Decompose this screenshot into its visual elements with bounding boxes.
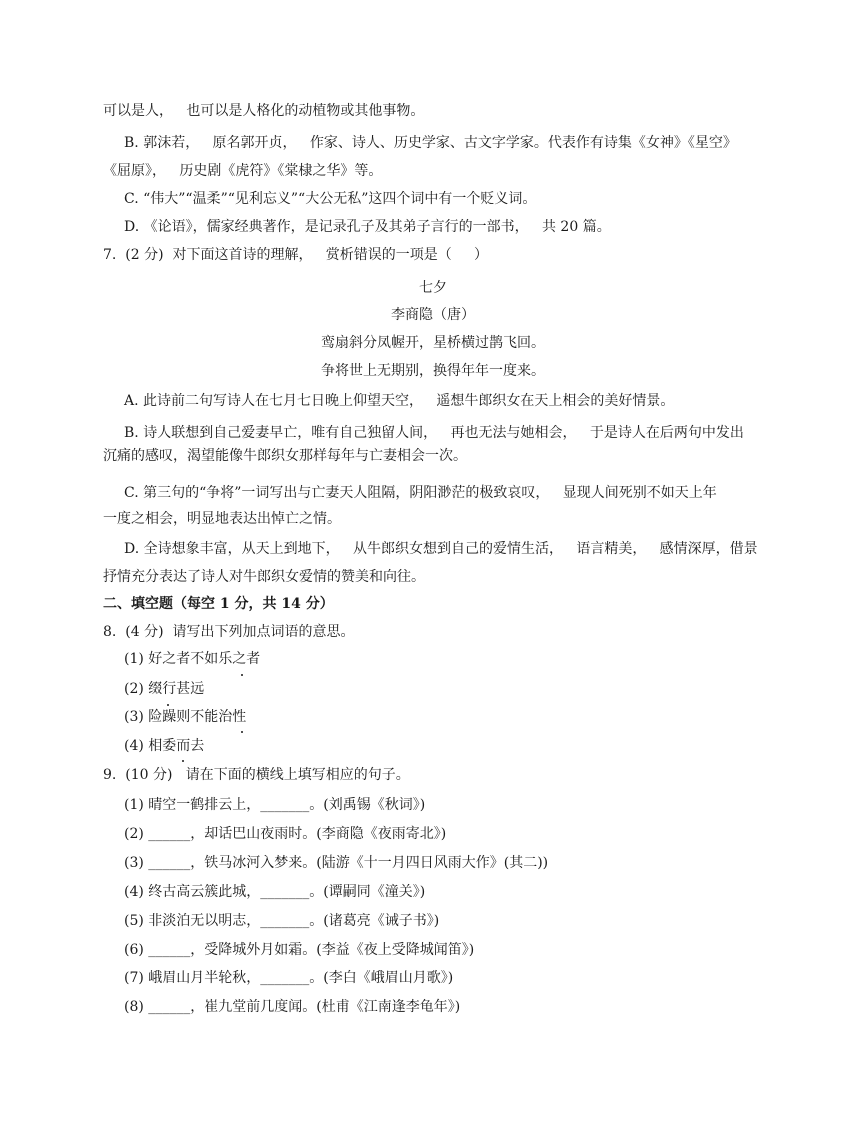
option-c-line: C. “伟大”“温柔”“见利忘义”“大公无私”这四个词中有一个贬义词。 (124, 191, 537, 207)
question-7: 7. (2 分) 对下面这首诗的理解， 赏析错误的一项是（ ） (103, 247, 489, 263)
option-d-line: D. 全诗想象丰富，从天上到地下， 从牛郎织女想到自己的爱情生活， 语言精美， 感情深厚，借景 (124, 541, 758, 557)
section-heading: 二、填空题（每空 1 分，共 14 分） (103, 596, 334, 612)
text-line: 可以是人， 也可以是人格化的动植物或其他事物。 (103, 103, 425, 119)
option-c-line: C. 第三句的“争将”一词写出与亡妻天人阻隔，阴阳渺茫的极致哀叹， 显现人间死别不如天上年 (124, 485, 717, 501)
q9-item: (5) 非淡泊无以明志，_______。(诸葛亮《诫子书》) (124, 913, 440, 929)
q9-item: (6) ______，受降城外月如霜。(李益《夜上受降城闻笛》) (124, 942, 475, 958)
option-a-line: A. 此诗前二句写诗人在七月七日晚上仰望天空， 遥想牛郎织女在天上相会的美好情景。 (124, 393, 675, 409)
q8-item: (1) 好之者不如乐之者 (124, 651, 261, 667)
emphasis-dot (167, 704, 169, 706)
option-b-line: B. 郭沫若， 原名郭开贞， 作家、诗人、历史学家、古文字学家。代表作有诗集《女神》《星空》 (124, 135, 737, 151)
poem-line: 鸾扇斜分凤幄开，星桥横过鹊飞回。 (321, 335, 545, 351)
emphasis-dot (241, 674, 243, 676)
q8-item: (3) 险躁则不能治性 (124, 709, 247, 725)
q9-item: (8) ______，崔九堂前几度闻。(杜甫《江南逢李龟年》) (124, 999, 461, 1015)
q8-item: (4) 相委而去 (124, 738, 205, 754)
q9-item: (3) ______，铁马冰河入梦来。(陆游《十一月四日风雨大作》(其二)) (124, 855, 549, 871)
question-8: 8. (4 分) 请写出下列加点词语的意思。 (103, 624, 355, 640)
question-9: 9. (10 分) 请在下面的横线上填写相应的句子。 (103, 767, 410, 783)
text-line: 一度之相会，明显地表达出悼亡之情。 (103, 511, 341, 527)
q9-item: (1) 晴空一鹤排云上，_______。(刘禹锡《秋词》) (124, 797, 426, 813)
poem-line: 争将世上无期别，换得年年一度来。 (321, 363, 545, 379)
text-line: 沉痛的感叹，渴望能像牛郎织女那样每年与亡妻相会一次。 (103, 448, 467, 464)
q9-item: (2) ______，却话巴山夜雨时。(李商隐《夜雨寄北》) (124, 826, 447, 842)
emphasis-dot (241, 731, 243, 733)
text-line: 《屈原》， 历史剧《虎符》《棠棣之华》等。 (103, 163, 383, 179)
q9-item: (4) 终古高云簇此城，_______。(谭嗣同《潼关》) (124, 884, 426, 900)
poem-author: 李商隐（唐） (391, 307, 475, 323)
q8-item: (2) 缀行甚远 (124, 681, 205, 697)
poem-title: 七夕 (419, 280, 447, 296)
option-d-line: D. 《论语》，儒家经典著作，是记录孔子及其弟子言行的一部书， 共 20 篇。 (124, 219, 611, 235)
emphasis-dot (182, 760, 184, 762)
text-line: 抒情充分表达了诗人对牛郎织女爱情的赞美和向往。 (103, 569, 425, 585)
q9-item: (7) 峨眉山月半轮秋，_______。(李白《峨眉山月歌》) (124, 970, 454, 986)
option-b-line: B. 诗人联想到自己爱妻早亡，唯有自己独留人间， 再也无法与她相会， 于是诗人在后两句中发出 (124, 425, 744, 441)
